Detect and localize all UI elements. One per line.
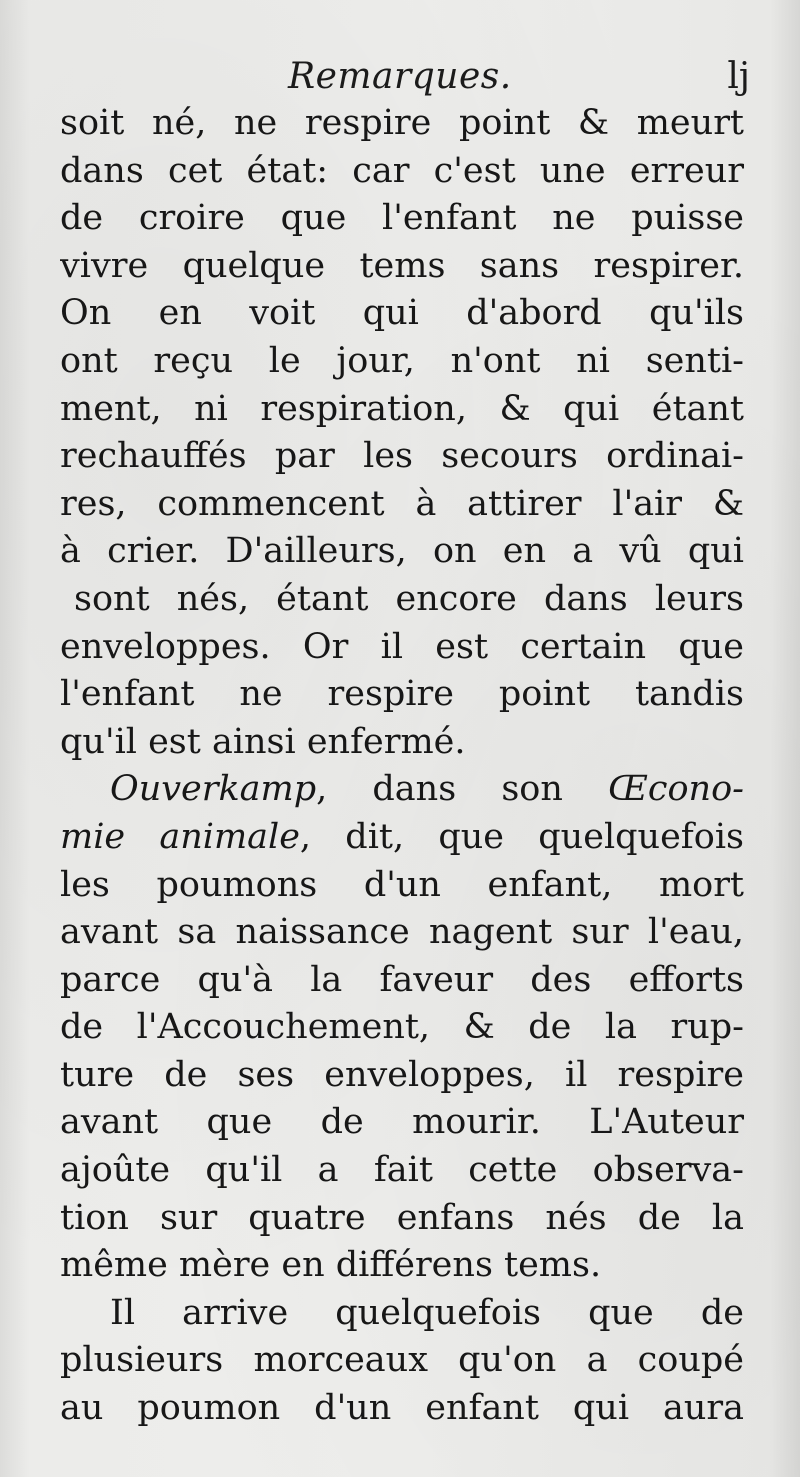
body-text [60,100,744,1433]
text-line: qu'il est ainsi enfermé. [60,721,466,762]
text-line: avant sa naissance nagent sur l'eau, [60,912,744,953]
text-line: soit né, ne respire point & meurt [60,103,744,143]
text-line: les poumons d'un enfant, mort [60,864,744,905]
page-header [60,50,750,100]
text-line: au poumon d'un enfant qui aura [60,1388,744,1429]
book-title-cont: mie animale [60,816,300,857]
text-line [60,766,744,814]
text-run: , dans son [316,769,609,810]
author-name: Ouverkamp [110,769,317,810]
text-line: dans cet état: car c'est une erreur [60,150,744,191]
text-line: plusieurs morceaux qu'on a coupé [60,1340,744,1381]
text-line: avant que de mourir. L'Auteur [60,1102,744,1143]
text-line [60,814,744,862]
page-number: lj [727,56,750,97]
text-line: enveloppes. Or il est certain que [60,626,744,667]
text-line: res, commencent à attirer l'air & [60,483,744,524]
running-head: Remarques. [288,56,512,97]
text-line: à crier. D'ailleurs, on en a vû qui [60,531,744,572]
text-line: ont reçu le jour, n'ont ni senti- [60,340,744,381]
text-line: de l'Accouchement, & de la rup- [60,1007,744,1048]
text-line: ajoûte qu'il a fait cette observa- [60,1150,744,1191]
text-line: sont nés, étant encore dans leurs [74,578,744,619]
text-line: Il arrive quelquefois que de [110,1292,744,1333]
text-line: parce qu'à la faveur des efforts [60,959,744,1000]
text-line: rechauffés par les secours ordinai- [60,436,744,477]
text-line: vivre quelque tems sans respirer. [60,245,744,286]
text-line: ture de ses enveloppes, il respire [60,1054,744,1095]
text-line: On en voit qui d'abord qu'ils [60,293,744,334]
text-line: tion sur quatre enfans nés de la [60,1197,744,1238]
text-line: même mère en différens tems. [60,1245,602,1286]
text-line: de croire que l'enfant ne puisse [60,198,744,239]
book-title: Œcono- [608,769,744,810]
text-line: l'enfant ne respire point tandis [60,674,744,715]
text-run: , dit, que quelquefois [299,816,744,857]
text-line: ment, ni respiration, & qui étant [60,388,744,429]
